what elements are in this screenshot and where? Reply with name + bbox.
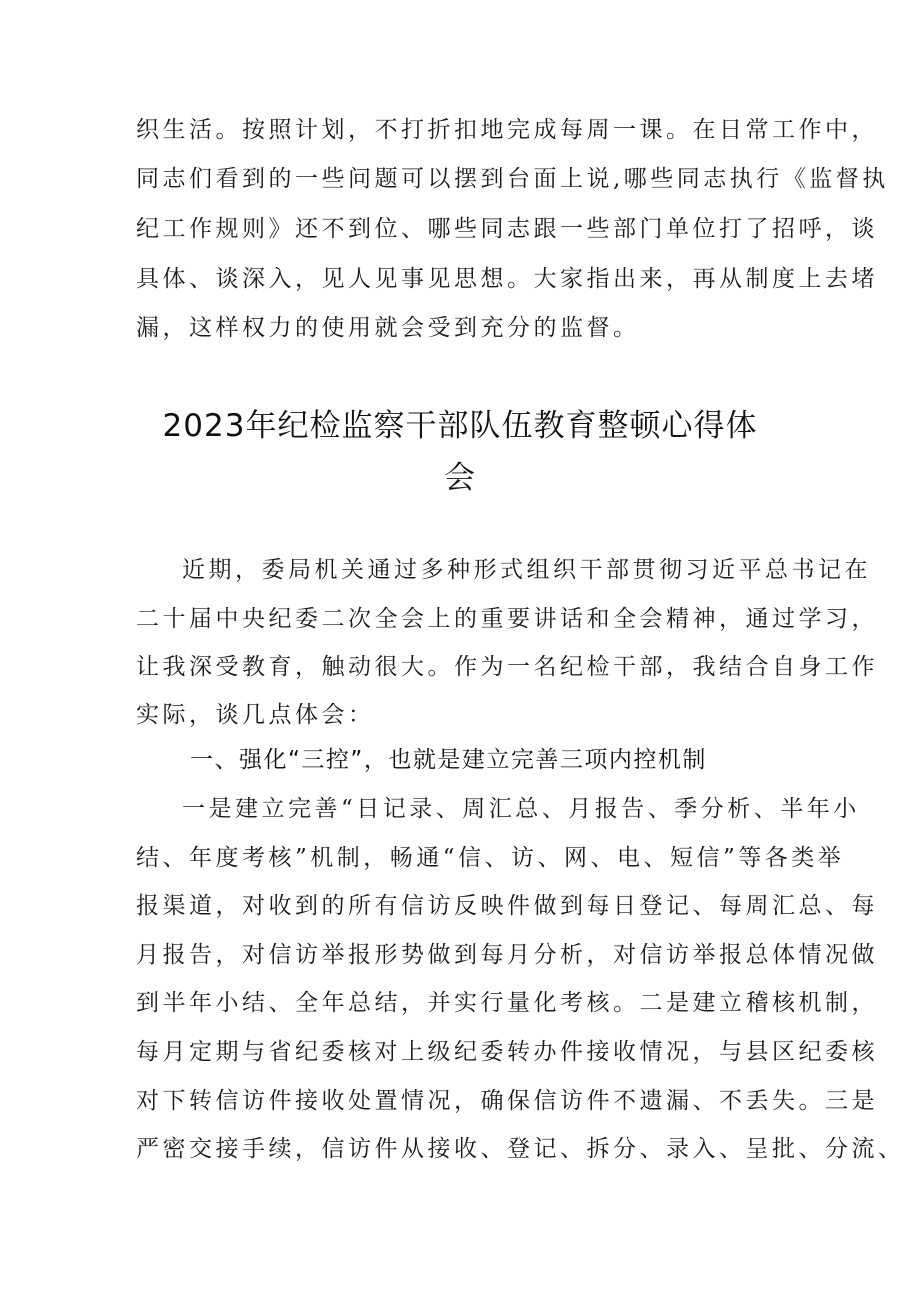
body-text-line: 月报告，对信访举报形势做到每月分析，对信访举报总体情况做	[136, 942, 878, 968]
body-text-line: 一是建立完善“日记录、周汇总、月报告、季分析、半年小	[182, 796, 860, 822]
body-text-line: 近期，委局机关通过多种形式组织干部贯彻习近平总书记在	[182, 557, 871, 583]
body-text-line: 结、年度考核”机制，畅通“信、访、网、电、短信”等各类举	[136, 845, 845, 871]
body-text-line: 漏，这样权力的使用就会受到充分的监督。	[136, 315, 640, 341]
body-text-line: 具体、谈深入，见人见事见思想。大家指出来，再从制度上去堵	[136, 266, 878, 292]
document-title-continued: 会	[444, 460, 476, 496]
section-heading: 一、强化“三控”，也就是建立完善三项内控机制	[190, 747, 707, 773]
body-text-line: 对下转信访件接收处置情况，确保信访件不遗漏、不丢失。三是	[136, 1088, 878, 1114]
document-title: 2023年纪检监察干部队伍教育整顿心得体	[162, 408, 758, 444]
body-text-line: 严密交接手续，信访件从接收、登记、拆分、录入、呈批、分流、	[136, 1136, 905, 1162]
body-text-line: 二十届中央纪委二次全会上的重要讲话和全会精神，通过学习，	[136, 606, 878, 632]
body-text-line: 织生活。按照计划，不打折扣地完成每周一课。在日常工作中，	[136, 117, 878, 143]
body-text-line: 让我深受教育，触动很大。作为一名纪检干部，我结合自身工作	[136, 654, 878, 680]
body-text-line: 报渠道，对收到的所有信访反映件做到每日登记、每周汇总、每	[136, 893, 878, 919]
body-text-line: 同志们看到的一些问题可以摆到台面上说,哪些同志执行《监督执	[136, 166, 889, 192]
body-text-line: 实际，谈几点体会：	[136, 702, 375, 728]
body-text-line: 纪工作规则》还不到位、哪些同志跟一些部门单位打了招呼，谈	[136, 216, 878, 242]
body-text-line: 到半年小结、全年总结，并实行量化考核。二是建立稽核机制，	[136, 990, 878, 1016]
body-text-line: 每月定期与省纪委核对上级纪委转办件接收情况，与县区纪委核	[136, 1039, 878, 1065]
